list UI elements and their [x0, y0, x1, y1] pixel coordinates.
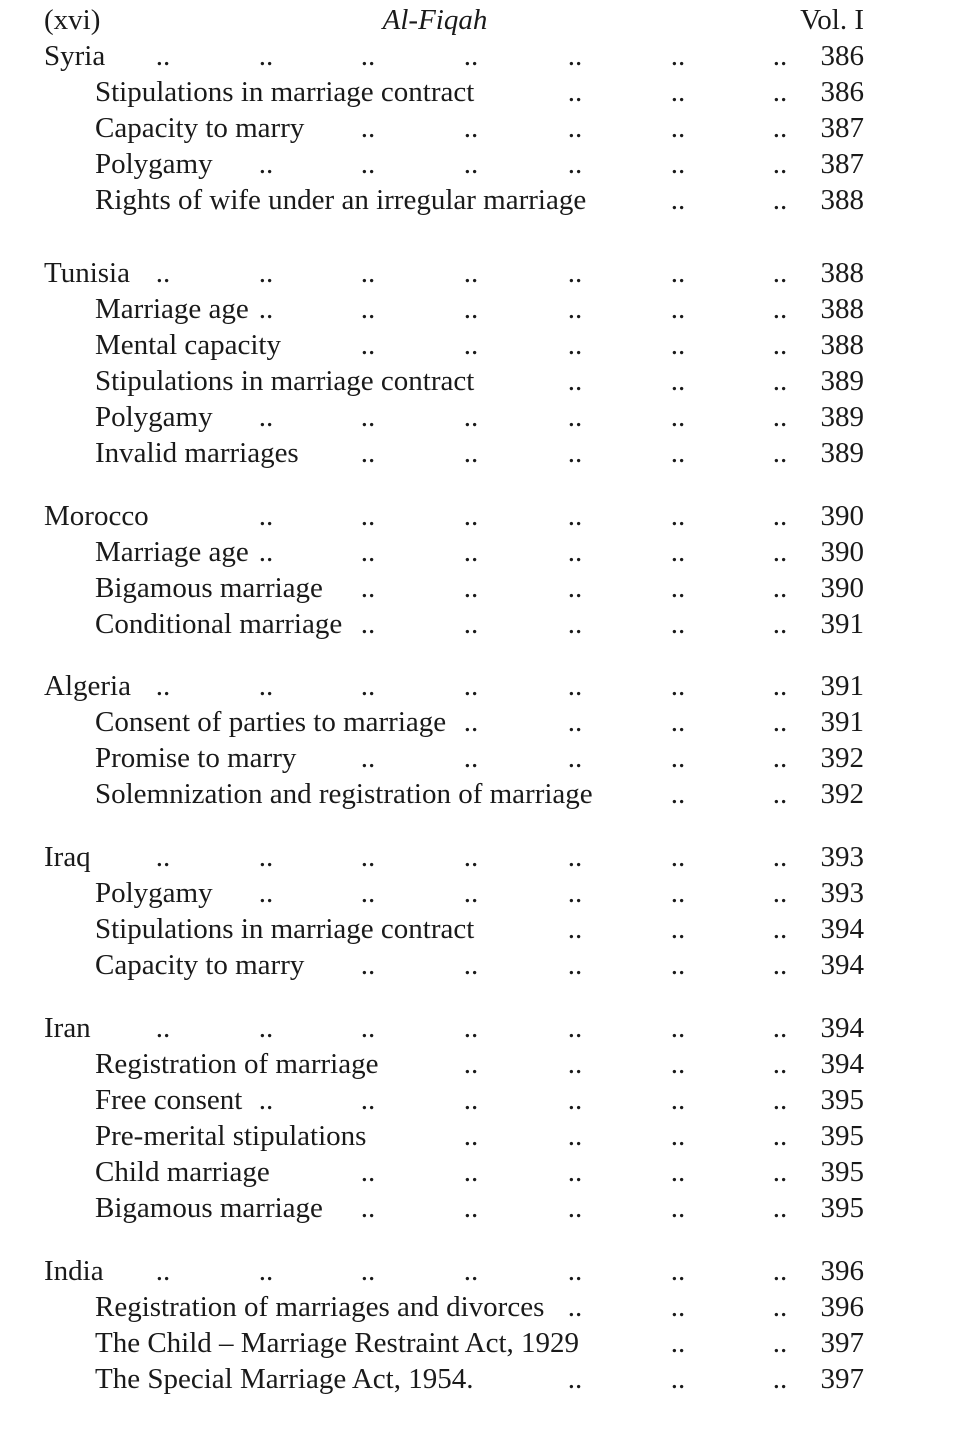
subentry-row: [0, 606, 960, 642]
leader-dots: ..: [258, 1255, 274, 1287]
leader-dots: ..: [463, 40, 479, 72]
entry-title: Syria: [44, 40, 106, 72]
leader-dots: ..: [772, 257, 788, 289]
leader-dots: ..: [258, 670, 274, 702]
subentry-row: [0, 776, 960, 812]
entry-title: Polygamy: [95, 877, 213, 909]
leader-dots: ..: [772, 293, 788, 325]
leader-dots: ..: [463, 1048, 479, 1080]
entry-title: Promise to marry: [95, 742, 297, 774]
leader-dots: ..: [463, 1156, 479, 1188]
leader-dots: ..: [670, 257, 686, 289]
leader-dots: ..: [772, 608, 788, 640]
entry-page-number: 390: [820, 536, 864, 568]
entry-page-number: 388: [820, 184, 864, 216]
leader-dots: ..: [258, 500, 274, 532]
leader-dots: ..: [463, 608, 479, 640]
leader-dots: ..: [463, 670, 479, 702]
leader-dots: ..: [567, 257, 583, 289]
leader-dots: ..: [567, 877, 583, 909]
leader-dots: ..: [258, 293, 274, 325]
entry-page-number: 396: [820, 1255, 864, 1287]
leader-dots: ..: [567, 112, 583, 144]
leader-dots: ..: [360, 293, 376, 325]
entry-page-number: 391: [820, 608, 864, 640]
leader-dots: ..: [567, 1012, 583, 1044]
entry-page-number: 387: [820, 112, 864, 144]
entry-page-number: 394: [820, 1048, 864, 1080]
leader-dots: ..: [567, 1255, 583, 1287]
leader-dots: ..: [567, 572, 583, 604]
subentry-row: [0, 911, 960, 947]
leader-dots: ..: [567, 437, 583, 469]
leader-dots: ..: [463, 1192, 479, 1224]
leader-dots: ..: [772, 1048, 788, 1080]
leader-dots: ..: [772, 536, 788, 568]
entry-title: Registration of marriage: [95, 1048, 379, 1080]
leader-dots: ..: [772, 329, 788, 361]
subentry-row: [0, 704, 960, 740]
leader-dots: ..: [258, 401, 274, 433]
subentry-row: [0, 1325, 960, 1361]
leader-dots: ..: [772, 913, 788, 945]
leader-dots: ..: [567, 1156, 583, 1188]
entry-page-number: 395: [820, 1120, 864, 1152]
leader-dots: ..: [772, 1012, 788, 1044]
leader-dots: ..: [670, 148, 686, 180]
entry-page-number: 393: [820, 877, 864, 909]
leader-dots: ..: [772, 1255, 788, 1287]
subentry-row: [0, 534, 960, 570]
leader-dots: ..: [360, 1255, 376, 1287]
entry-title: Polygamy: [95, 401, 213, 433]
leader-dots: ..: [772, 877, 788, 909]
leader-dots: ..: [360, 329, 376, 361]
leader-dots: ..: [463, 500, 479, 532]
leader-dots: ..: [360, 437, 376, 469]
entry-title: The Special Marriage Act, 1954.: [95, 1363, 474, 1395]
leader-dots: ..: [772, 1327, 788, 1359]
running-title: Al-Fiqah: [382, 4, 488, 36]
leader-dots: ..: [670, 1084, 686, 1116]
entry-title: Capacity to marry: [95, 949, 305, 981]
entry-title: Stipulations in marriage contract: [95, 365, 475, 397]
leader-dots: ..: [670, 112, 686, 144]
leader-dots: ..: [360, 877, 376, 909]
leader-dots: ..: [258, 148, 274, 180]
leader-dots: ..: [670, 841, 686, 873]
leader-dots: ..: [258, 40, 274, 72]
leader-dots: ..: [670, 877, 686, 909]
entry-title: Iraq: [44, 841, 91, 873]
entry-page-number: 395: [820, 1192, 864, 1224]
leader-dots: ..: [567, 293, 583, 325]
leader-dots: ..: [567, 148, 583, 180]
entry-title: India: [44, 1255, 104, 1287]
section-heading-row: [0, 255, 960, 291]
leader-dots: ..: [463, 841, 479, 873]
leader-dots: ..: [463, 742, 479, 774]
leader-dots: ..: [463, 1120, 479, 1152]
page-number-roman: (xvi): [44, 4, 101, 36]
leader-dots: ..: [772, 778, 788, 810]
leader-dots: ..: [258, 841, 274, 873]
leader-dots: ..: [155, 1255, 171, 1287]
leader-dots: ..: [670, 40, 686, 72]
leader-dots: ..: [567, 76, 583, 108]
leader-dots: ..: [360, 257, 376, 289]
leader-dots: ..: [670, 329, 686, 361]
leader-dots: ..: [360, 536, 376, 568]
section-heading-row: [0, 498, 960, 534]
leader-dots: ..: [670, 572, 686, 604]
leader-dots: ..: [670, 536, 686, 568]
entry-page-number: 390: [820, 572, 864, 604]
entry-page-number: 391: [820, 706, 864, 738]
leader-dots: ..: [360, 572, 376, 604]
leader-dots: ..: [360, 1192, 376, 1224]
leader-dots: ..: [360, 1156, 376, 1188]
leader-dots: ..: [155, 257, 171, 289]
leader-dots: ..: [772, 112, 788, 144]
leader-dots: ..: [670, 437, 686, 469]
volume-label: Vol. I: [800, 4, 864, 36]
entry-title: Pre-merital stipulations: [95, 1120, 367, 1152]
leader-dots: ..: [567, 329, 583, 361]
subentry-row: [0, 1289, 960, 1325]
leader-dots: ..: [463, 1255, 479, 1287]
leader-dots: ..: [670, 184, 686, 216]
leader-dots: ..: [567, 841, 583, 873]
leader-dots: ..: [567, 706, 583, 738]
section-heading-row: [0, 1010, 960, 1046]
leader-dots: ..: [567, 742, 583, 774]
entry-title: Iran: [44, 1012, 91, 1044]
entry-page-number: 388: [820, 293, 864, 325]
leader-dots: ..: [463, 293, 479, 325]
leader-dots: ..: [360, 949, 376, 981]
leader-dots: ..: [567, 1192, 583, 1224]
leader-dots: ..: [772, 1120, 788, 1152]
leader-dots: ..: [360, 608, 376, 640]
leader-dots: ..: [670, 670, 686, 702]
leader-dots: ..: [567, 500, 583, 532]
leader-dots: ..: [258, 1012, 274, 1044]
entry-title: Marriage age: [95, 293, 249, 325]
entry-title: Morocco: [44, 500, 149, 532]
leader-dots: ..: [155, 1012, 171, 1044]
leader-dots: ..: [360, 500, 376, 532]
leader-dots: ..: [463, 112, 479, 144]
leader-dots: ..: [567, 40, 583, 72]
leader-dots: ..: [360, 148, 376, 180]
leader-dots: ..: [772, 1291, 788, 1323]
entry-page-number: 389: [820, 437, 864, 469]
subentry-row: [0, 740, 960, 776]
leader-dots: ..: [670, 913, 686, 945]
entry-title: Polygamy: [95, 148, 213, 180]
leader-dots: ..: [258, 536, 274, 568]
leader-dots: ..: [670, 608, 686, 640]
leader-dots: ..: [567, 1048, 583, 1080]
leader-dots: ..: [670, 1255, 686, 1287]
subentry-row: [0, 327, 960, 363]
leader-dots: ..: [155, 670, 171, 702]
leader-dots: ..: [360, 401, 376, 433]
subentry-row: [0, 146, 960, 182]
subentry-row: [0, 947, 960, 983]
leader-dots: ..: [670, 1291, 686, 1323]
leader-dots: ..: [155, 40, 171, 72]
leader-dots: ..: [567, 608, 583, 640]
subentry-row: [0, 182, 960, 218]
section-heading-row: [0, 38, 960, 74]
leader-dots: ..: [155, 841, 171, 873]
subentry-row: [0, 291, 960, 327]
leader-dots: ..: [670, 742, 686, 774]
leader-dots: ..: [567, 670, 583, 702]
leader-dots: ..: [567, 949, 583, 981]
entry-page-number: 390: [820, 500, 864, 532]
entry-page-number: 395: [820, 1084, 864, 1116]
entry-title: Marriage age: [95, 536, 249, 568]
entry-title: Consent of parties to marriage: [95, 706, 447, 738]
leader-dots: ..: [772, 148, 788, 180]
subentry-row: [0, 1118, 960, 1154]
leader-dots: ..: [463, 401, 479, 433]
leader-dots: ..: [258, 877, 274, 909]
entry-page-number: 393: [820, 841, 864, 873]
leader-dots: ..: [772, 1084, 788, 1116]
leader-dots: ..: [360, 112, 376, 144]
leader-dots: ..: [670, 1156, 686, 1188]
leader-dots: ..: [670, 1192, 686, 1224]
leader-dots: ..: [670, 1012, 686, 1044]
leader-dots: ..: [772, 670, 788, 702]
leader-dots: ..: [567, 1120, 583, 1152]
section-heading-row: [0, 839, 960, 875]
leader-dots: ..: [360, 670, 376, 702]
leader-dots: ..: [567, 536, 583, 568]
leader-dots: ..: [463, 572, 479, 604]
leader-dots: ..: [463, 536, 479, 568]
entry-page-number: 394: [820, 1012, 864, 1044]
leader-dots: ..: [670, 1363, 686, 1395]
entry-page-number: 394: [820, 913, 864, 945]
subentry-row: [0, 110, 960, 146]
entry-title: Stipulations in marriage contract: [95, 913, 475, 945]
entry-title: Tunisia: [44, 257, 130, 289]
subentry-row: [0, 1046, 960, 1082]
leader-dots: ..: [567, 913, 583, 945]
entry-title: The Child – Marriage Restraint Act, 1929: [95, 1327, 580, 1359]
leader-dots: ..: [772, 76, 788, 108]
leader-dots: ..: [670, 1327, 686, 1359]
leader-dots: ..: [772, 841, 788, 873]
entry-page-number: 389: [820, 401, 864, 433]
leader-dots: ..: [772, 40, 788, 72]
leader-dots: ..: [670, 1048, 686, 1080]
entry-page-number: 391: [820, 670, 864, 702]
entry-page-number: 397: [820, 1363, 864, 1395]
entry-page-number: 394: [820, 949, 864, 981]
leader-dots: ..: [772, 742, 788, 774]
entry-page-number: 388: [820, 257, 864, 289]
entry-title: Capacity to marry: [95, 112, 305, 144]
leader-dots: ..: [463, 1084, 479, 1116]
entry-title: Free consent: [95, 1084, 243, 1116]
entry-page-number: 389: [820, 365, 864, 397]
entry-page-number: 386: [820, 40, 864, 72]
section-heading-row: [0, 668, 960, 704]
leader-dots: ..: [670, 949, 686, 981]
entry-page-number: 387: [820, 148, 864, 180]
leader-dots: ..: [463, 949, 479, 981]
leader-dots: ..: [670, 401, 686, 433]
section-heading-row: [0, 1253, 960, 1289]
subentry-row: [0, 399, 960, 435]
subentry-row: [0, 1154, 960, 1190]
leader-dots: ..: [567, 401, 583, 433]
leader-dots: ..: [670, 778, 686, 810]
entry-title: Algeria: [44, 670, 131, 702]
subentry-row: [0, 363, 960, 399]
leader-dots: ..: [463, 1012, 479, 1044]
leader-dots: ..: [567, 1291, 583, 1323]
leader-dots: ..: [772, 1363, 788, 1395]
leader-dots: ..: [258, 257, 274, 289]
subentry-row: [0, 875, 960, 911]
entry-title: Child marriage: [95, 1156, 270, 1188]
leader-dots: ..: [567, 1084, 583, 1116]
leader-dots: ..: [772, 184, 788, 216]
entry-title: Invalid marriages: [95, 437, 299, 469]
leader-dots: ..: [772, 572, 788, 604]
leader-dots: ..: [463, 437, 479, 469]
entry-title: Mental capacity: [95, 329, 281, 361]
leader-dots: ..: [463, 257, 479, 289]
entry-title: Registration of marriages and divorces: [95, 1291, 545, 1323]
entry-page-number: 397: [820, 1327, 864, 1359]
leader-dots: ..: [670, 706, 686, 738]
leader-dots: ..: [360, 742, 376, 774]
entry-title: Stipulations in marriage contract: [95, 76, 475, 108]
entry-page-number: 386: [820, 76, 864, 108]
leader-dots: ..: [772, 500, 788, 532]
entry-title: Conditional marriage: [95, 608, 343, 640]
leader-dots: ..: [772, 437, 788, 469]
leader-dots: ..: [258, 1084, 274, 1116]
leader-dots: ..: [567, 365, 583, 397]
entry-page-number: 396: [820, 1291, 864, 1323]
leader-dots: ..: [670, 1120, 686, 1152]
leader-dots: ..: [670, 76, 686, 108]
entry-page-number: 392: [820, 742, 864, 774]
leader-dots: ..: [772, 365, 788, 397]
leader-dots: ..: [360, 1012, 376, 1044]
entry-title: Rights of wife under an irregular marriage: [95, 184, 587, 216]
leader-dots: ..: [772, 1192, 788, 1224]
subentry-row: [0, 1190, 960, 1226]
subentry-row: [0, 570, 960, 606]
leader-dots: ..: [772, 949, 788, 981]
subentry-row: [0, 1361, 960, 1397]
leader-dots: ..: [463, 877, 479, 909]
leader-dots: ..: [772, 1156, 788, 1188]
entry-title: Bigamous marriage: [95, 1192, 323, 1224]
leader-dots: ..: [670, 293, 686, 325]
subentry-row: [0, 435, 960, 471]
entry-page-number: 392: [820, 778, 864, 810]
leader-dots: ..: [360, 1084, 376, 1116]
leader-dots: ..: [670, 500, 686, 532]
leader-dots: ..: [463, 706, 479, 738]
leader-dots: ..: [360, 841, 376, 873]
entry-page-number: 388: [820, 329, 864, 361]
leader-dots: ..: [670, 365, 686, 397]
subentry-row: [0, 74, 960, 110]
entry-title: Solemnization and registration of marriage: [95, 778, 593, 810]
leader-dots: ..: [772, 706, 788, 738]
entry-page-number: 395: [820, 1156, 864, 1188]
leader-dots: ..: [463, 329, 479, 361]
leader-dots: ..: [567, 1363, 583, 1395]
leader-dots: ..: [772, 401, 788, 433]
subentry-row: [0, 1082, 960, 1118]
leader-dots: ..: [360, 40, 376, 72]
leader-dots: ..: [463, 148, 479, 180]
entry-title: Bigamous marriage: [95, 572, 323, 604]
